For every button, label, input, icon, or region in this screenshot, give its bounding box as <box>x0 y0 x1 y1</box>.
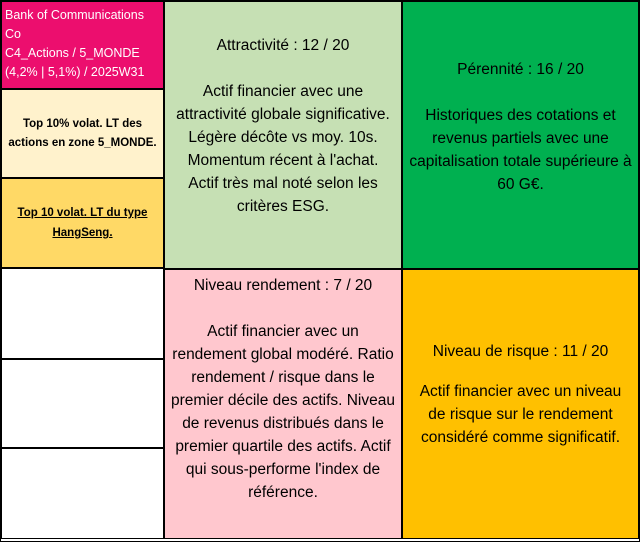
type-volatility-cell <box>1 178 164 268</box>
attractivite-body: Actif financier avec une attractivité globale significative. Légère décôte vs moy. 10s. Momentum récent à l'achat. Actif très mal noté selon les critères ESG. <box>176 83 390 215</box>
perennite-panel <box>402 1 639 269</box>
zone-volatility-text: Top 10% volat. LT des actions en zone 5_MONDE. <box>8 117 157 149</box>
perennite-body: Historiques des cotations et revenus partiels avec une capitalisation totale supérieure à 60 G€. <box>409 107 632 193</box>
rendement-heading: Niveau rendement : 7 / 20 <box>193 277 373 294</box>
asset-name-line-1: Bank of Communications <box>5 8 144 22</box>
asset-title-cell <box>1 1 164 89</box>
asset-stats-line: (4,2% | 5,1%) / 2025W31 <box>5 65 145 79</box>
empty-cell-2 <box>1 359 164 448</box>
empty-cell-3 <box>1 448 164 539</box>
risque-heading: Niveau de risque : 11 / 20 <box>432 343 609 360</box>
perennite-heading: Pérennité : 16 / 20 <box>457 61 584 78</box>
attractivite-panel <box>164 1 402 269</box>
risque-body: Actif financier avec un niveau de risque sur le rendement considéré comme significatif. <box>419 383 622 446</box>
rendement-body: Actif financier avec un rendement global modéré. Ratio rendement / risque dans le premier décile des actifs. Niveau de revenus distribués dans le premier quartile des actifs. Actif qui sous-performe l'index de référence. <box>171 323 395 501</box>
rendement-panel <box>164 269 402 539</box>
zone-volatility-cell <box>1 89 164 178</box>
empty-cell-1 <box>1 268 164 359</box>
type-volatility-text: Top 10 volat. LT du type HangSeng. <box>17 207 148 239</box>
asset-name-line-2: Co <box>5 27 21 41</box>
risque-panel <box>402 269 639 539</box>
asset-category-line: C4_Actions / 5_MONDE <box>5 46 140 60</box>
attractivite-heading: Attractivité : 12 / 20 <box>216 37 350 54</box>
